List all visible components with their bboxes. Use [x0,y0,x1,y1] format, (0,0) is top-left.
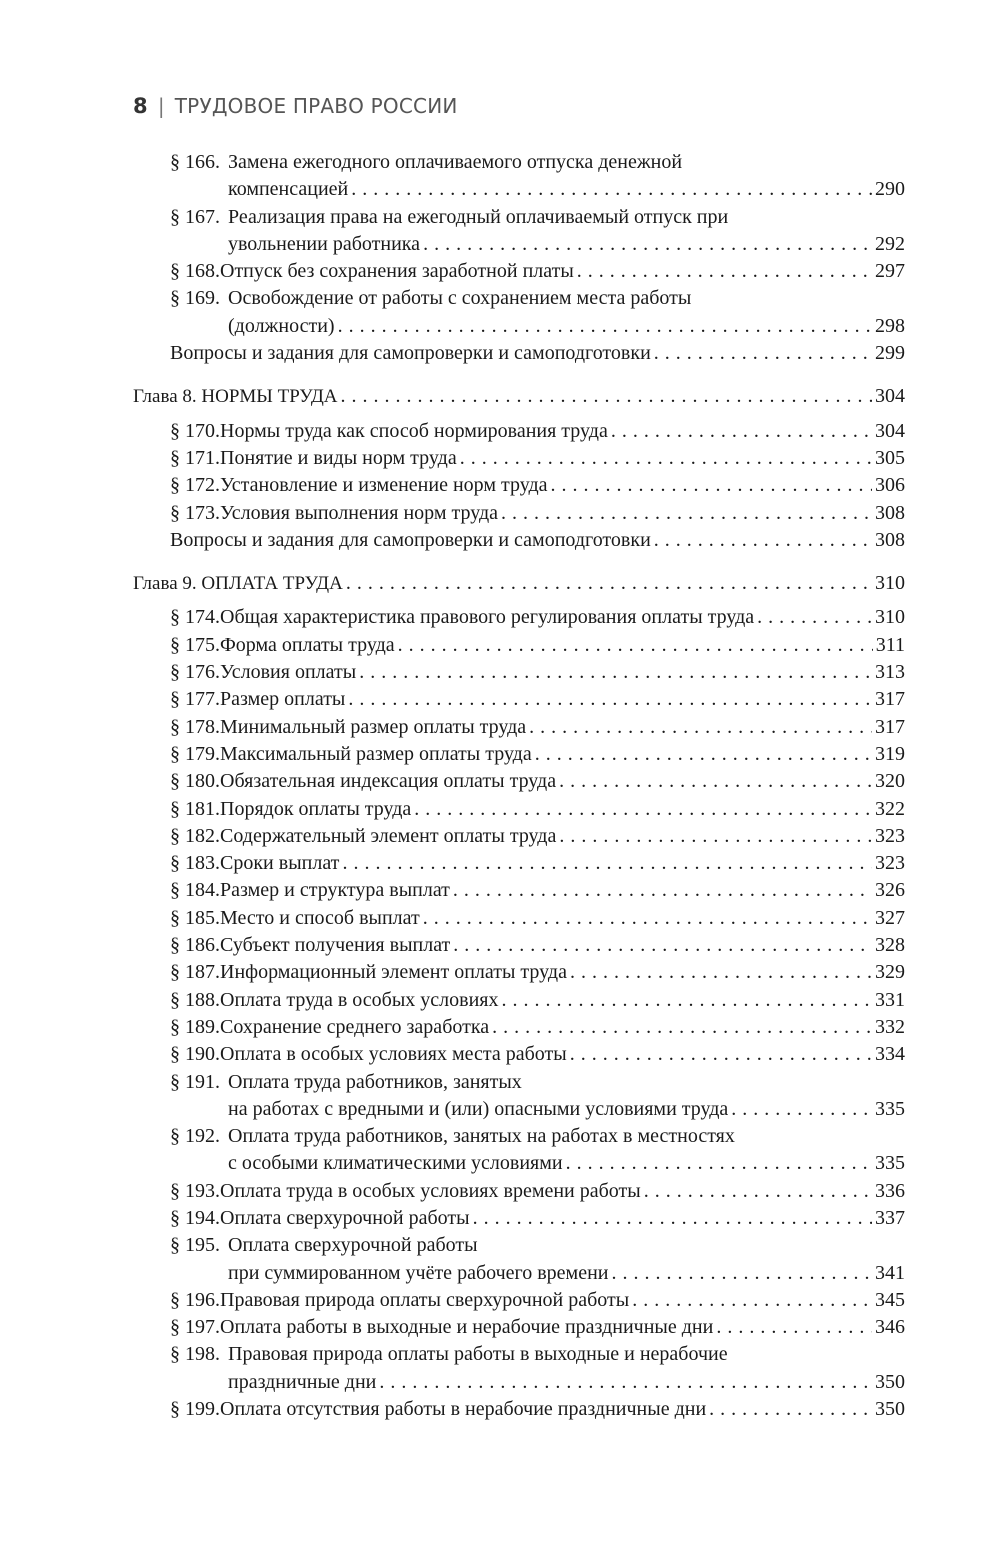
toc-line [133,1096,905,1123]
dot-leader [460,445,872,472]
page-ref: 317 [875,715,905,738]
section-number: § 169. [170,287,220,310]
dot-leader [612,1260,873,1287]
toc-chapter[interactable] [133,570,905,597]
toc-entry[interactable] [133,149,905,204]
toc-line [133,604,905,631]
dot-leader [611,418,872,445]
dot-leader [341,383,872,410]
toc-line [133,850,905,877]
dot-leader [473,1205,872,1232]
toc-line [133,570,905,597]
section-number: § 177. [170,688,220,711]
entry-title: на работах с вредными и (или) опасными условиями труда [228,1097,729,1120]
page-ref: 323 [875,852,905,875]
toc-entry[interactable] [133,285,905,340]
toc-entry[interactable] [133,258,905,285]
section-number: § 179. [170,742,220,765]
entry-title: Вопросы и задания для самопроверки и самоподготовки [170,528,651,551]
section-number: § 192. [170,1125,220,1148]
section-number: § 185. [170,906,220,929]
page-ref: 334 [875,1043,905,1066]
page-ref: 331 [875,988,905,1011]
toc-questions[interactable] [133,527,905,554]
toc-line [133,632,905,659]
entry-title: Замена ежегодного оплачиваемого отпуска денежной [228,151,683,173]
toc-line [133,1069,905,1096]
toc-entry[interactable] [133,1041,905,1068]
entry-title: Оплата сверхурочной работы [228,1234,478,1257]
section-number: § 181. [170,797,220,820]
toc-line [133,1287,905,1314]
entry-title: Минимальный размер оплаты труда [220,715,527,738]
toc-entry[interactable] [133,932,905,959]
entry-title: при суммированном учёте рабочего времени [228,1261,609,1284]
section-number: § 190. [170,1043,220,1066]
section-number: § 197. [170,1316,220,1339]
page-ref: 306 [875,474,905,497]
dot-leader [559,768,872,795]
toc-line [133,1041,905,1068]
entry-title: Вопросы и задания для самопроверки и самоподготовки [170,342,651,365]
page-ref: 332 [875,1015,905,1038]
toc-entry[interactable] [133,850,905,877]
entry-title: праздничные дни [228,1370,377,1393]
dot-leader [351,176,872,203]
toc-entry[interactable] [133,472,905,499]
dot-leader [453,877,872,904]
page-ref: 311 [875,633,905,656]
entry-title: Оплата отсутствия работы в нерабочие праздничные дни [220,1398,707,1421]
dot-leader [716,1314,872,1341]
section-number: § 180. [170,770,220,793]
page-ref: 319 [875,742,905,765]
toc-entry[interactable] [133,1341,905,1396]
dot-leader [570,1041,872,1068]
page-ref: 308 [875,501,905,524]
entry-title: Форма оплаты труда [220,633,395,656]
page-ref: 335 [875,1097,905,1120]
toc-line [133,796,905,823]
section-number: § 167. [170,205,220,228]
toc-line [133,500,905,527]
section-number: § 183. [170,852,220,875]
toc-entry[interactable] [133,204,905,259]
section-number: § 176. [170,661,220,684]
page-ref: 292 [875,232,905,255]
dot-leader [414,796,872,823]
dot-leader [379,1369,872,1396]
entry-title: Место и способ выплат [220,906,420,929]
toc-entry[interactable] [133,418,905,445]
dot-leader [423,905,872,932]
toc-line [133,1232,905,1259]
section-number: § 187. [170,961,220,984]
page-ref: 304 [875,385,905,408]
toc-entry[interactable] [133,741,905,768]
entry-title: Сохранение среднего заработка [220,1015,490,1038]
toc-entry[interactable] [133,500,905,527]
page-ref: 336 [875,1179,905,1202]
toc-line [133,1369,905,1396]
toc-line [133,1150,905,1177]
toc-entry[interactable] [133,1123,905,1178]
dot-leader [644,1178,872,1205]
toc-entry[interactable] [133,1287,905,1314]
toc-line [133,714,905,741]
dot-leader [551,472,872,499]
table-of-contents [133,149,905,1423]
page-ref: 299 [875,342,905,365]
page-ref: 328 [875,934,905,957]
toc-line [133,1314,905,1341]
section-number: § 175. [170,633,220,656]
toc-entry[interactable] [133,768,905,795]
entry-title: Оплата в особых условиях места работы [220,1043,567,1066]
section-number: § 170. [170,419,220,442]
dot-leader [535,741,872,768]
entry-title: компенсацией [228,178,349,201]
toc-line [133,258,905,285]
page-ref: 345 [875,1288,905,1311]
toc-line [133,741,905,768]
toc-line [133,445,905,472]
page-ref: 297 [875,260,905,283]
running-header [133,94,458,118]
toc-entry[interactable] [133,959,905,986]
entry-title: Оплата работы в выходные и нерабочие праздничные дни [220,1316,714,1339]
dot-leader [453,932,872,959]
toc-line [133,176,905,203]
toc-line [133,686,905,713]
dot-leader [654,527,872,554]
entry-title: Оплата сверхурочной работы [220,1206,470,1229]
page-ref: 335 [875,1152,905,1175]
toc-line [133,313,905,340]
toc-line [133,1123,905,1150]
section-number: § 194. [170,1206,220,1229]
dot-leader [709,1396,872,1423]
entry-title: увольнении работника [228,232,421,255]
entry-title: Размер и структура выплат [220,879,450,902]
entry-title: Оплата труда работников, занятых [228,1070,522,1093]
section-number: § 188. [170,988,220,1011]
page-ref: 310 [875,572,905,595]
toc-line [133,1341,905,1368]
entry-title: Реализация права на ежегодный оплачиваемый отпуск при [228,205,729,228]
page-ref: 329 [875,961,905,984]
toc-line [133,768,905,795]
entry-title: Обязательная индексация оплаты труда [220,770,557,793]
dot-leader [492,1014,872,1041]
dot-leader [348,686,872,713]
toc-entry[interactable] [133,1232,905,1287]
toc-entry[interactable] [133,987,905,1014]
section-number: § 168. [170,260,220,283]
entry-title: Освобождение от работы с сохранением места работы [228,287,692,310]
dot-leader [502,987,873,1014]
toc-line [133,823,905,850]
section-number: § 174. [170,606,220,629]
entry-title: Содержательный элемент оплаты труда [220,824,557,847]
dot-leader [398,632,873,659]
page-ref: 317 [875,688,905,711]
entry-title: Оплата труда в особых условиях [220,988,499,1011]
page-ref: 304 [875,419,905,442]
page-ref: 350 [875,1370,905,1393]
toc-entry[interactable] [133,905,905,932]
page-ref: 337 [875,1206,905,1229]
toc-line [133,204,905,231]
toc-entry[interactable] [133,877,905,904]
toc-line [133,1260,905,1287]
toc-entry[interactable] [133,632,905,659]
toc-entry[interactable] [133,796,905,823]
toc-line [133,527,905,554]
entry-title: Отпуск без сохранения заработной платы [220,260,574,283]
entry-title: Условия выполнения норм труда [220,501,499,524]
page-ref: 327 [875,906,905,929]
entry-title: Нормы труда как способ нормирования труда [220,419,608,442]
dot-leader [346,570,872,597]
toc-line [133,285,905,312]
dot-leader [632,1287,872,1314]
page-ref: 323 [875,824,905,847]
toc-line [133,383,905,410]
toc-line [133,932,905,959]
entry-title: Глава 8. НОРМЫ ТРУДА [133,386,338,408]
toc-line [133,959,905,986]
dot-leader [501,500,872,527]
toc-entry[interactable] [133,445,905,472]
dot-leader [731,1096,872,1123]
section-number: § 186. [170,934,220,957]
entry-title: Общая характеристика правового регулирования оплаты труда [220,606,755,629]
page-ref: 305 [875,446,905,469]
entry-title: Условия оплаты [220,661,357,684]
entry-title: Правовая природа оплаты сверхурочной работы [220,1288,630,1311]
entry-title: Понятие и виды норм труда [220,446,457,469]
toc-line [133,472,905,499]
page-number: 8 [133,94,148,118]
page-ref: 320 [875,770,905,793]
toc-line [133,1014,905,1041]
entry-title: Максимальный размер оплаты труда [220,742,532,765]
toc-chapter[interactable] [133,383,905,410]
entry-title: Установление и изменение норм труда [220,474,548,497]
entry-title: Информационный элемент оплаты труда [220,961,567,984]
dot-leader [338,313,872,340]
page-ref: 350 [875,1398,905,1421]
toc-entry[interactable] [133,659,905,686]
entry-title: Порядок оплаты труда [220,797,412,820]
page-ref: 308 [875,528,905,551]
toc-line [133,149,905,176]
entry-title: Размер оплаты [220,688,346,711]
entry-title: Оплата труда в особых условиях времени работы [220,1179,641,1202]
entry-title: Субъект получения выплат [220,934,451,957]
running-title: ТРУДОВОЕ ПРАВО РОССИИ [174,94,458,118]
section-number: § 171. [170,446,220,469]
entry-title: (должности) [228,314,335,337]
page-ref: 322 [875,797,905,820]
toc-line [133,987,905,1014]
page-ref: 290 [875,178,905,201]
dot-leader [654,340,872,367]
dot-leader [559,823,872,850]
header-separator: | [157,94,165,118]
section-number: § 172. [170,474,220,497]
section-number: § 191. [170,1070,220,1093]
section-number: § 178. [170,715,220,738]
toc-entry[interactable] [133,823,905,850]
toc-line [133,231,905,258]
toc-line [133,877,905,904]
toc-line [133,1178,905,1205]
toc-line [133,418,905,445]
toc-line [133,1205,905,1232]
section-number: § 195. [170,1234,220,1257]
dot-leader [570,959,872,986]
toc-line [133,659,905,686]
entry-title: с особыми климатическими условиями [228,1152,563,1175]
entry-title: Сроки выплат [220,852,340,875]
toc-entry[interactable] [133,1069,905,1124]
page-ref: 310 [875,606,905,629]
page-ref: 326 [875,879,905,902]
entry-title: Правовая природа оплаты работы в выходные и нерабочие [228,1343,728,1366]
toc-entry[interactable] [133,1178,905,1205]
toc-entry[interactable] [133,714,905,741]
toc-entry[interactable] [133,1014,905,1041]
page-ref: 341 [875,1261,905,1284]
section-number: § 193. [170,1179,220,1202]
section-number: § 199. [170,1398,220,1421]
section-number: § 184. [170,879,220,902]
toc-entry[interactable] [133,1396,905,1423]
toc-entry[interactable] [133,1314,905,1341]
toc-entry[interactable] [133,1205,905,1232]
dot-leader [566,1150,872,1177]
dot-leader [359,659,872,686]
entry-title: Глава 9. ОПЛАТА ТРУДА [133,573,343,595]
dot-leader [757,604,872,631]
toc-line [133,905,905,932]
dot-leader [529,714,872,741]
toc-entry[interactable] [133,604,905,631]
section-number: § 198. [170,1343,220,1366]
section-number: § 189. [170,1015,220,1038]
dot-leader [577,258,872,285]
entry-title: Оплата труда работников, занятых на работах в местностях [228,1125,735,1148]
page-ref: 346 [875,1316,905,1339]
toc-entry[interactable] [133,686,905,713]
dot-leader [423,231,872,258]
toc-line [133,340,905,367]
toc-questions[interactable] [133,340,905,367]
dot-leader [342,850,872,877]
section-number: § 166. [170,151,220,173]
toc-line [133,1396,905,1423]
section-number: § 182. [170,824,220,847]
section-number: § 196. [170,1288,220,1311]
section-number: § 173. [170,501,220,524]
page-ref: 313 [875,661,905,684]
page-ref: 298 [875,314,905,337]
